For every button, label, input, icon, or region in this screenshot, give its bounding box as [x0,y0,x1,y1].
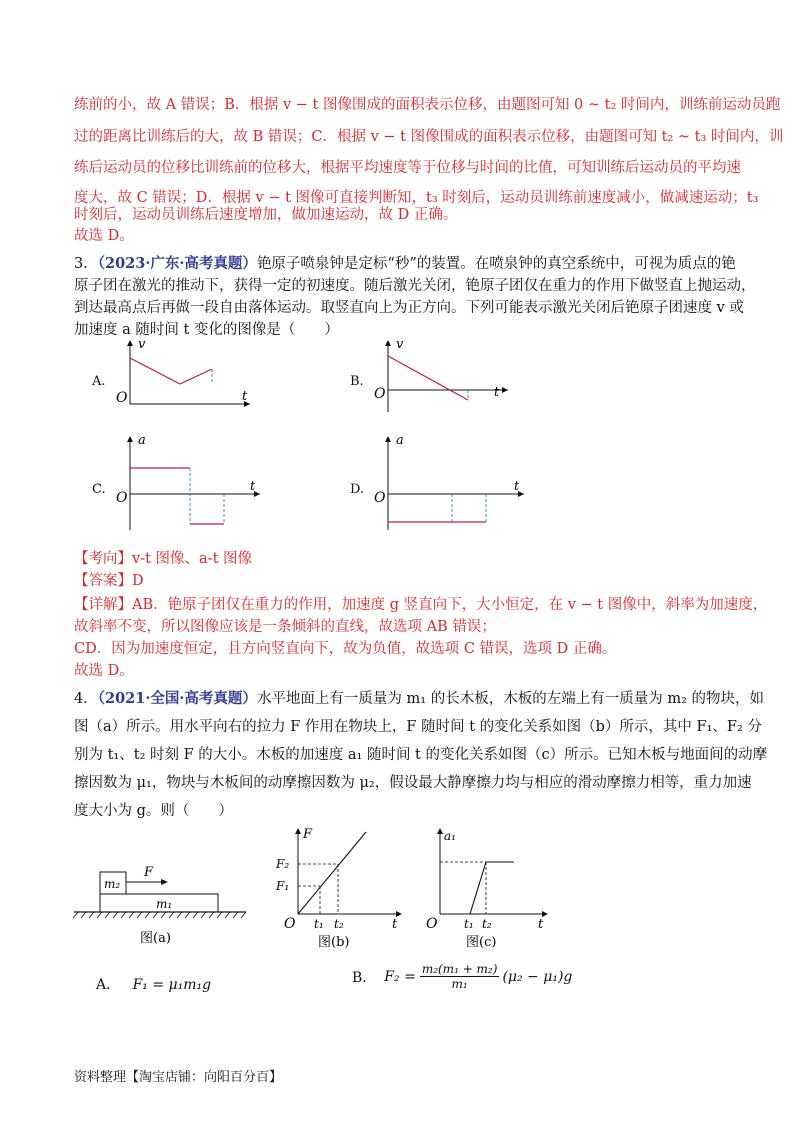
b-axis-v: v [396,337,404,352]
q4-figure-c [420,824,560,948]
q3-option-d-label: D. [350,482,365,497]
fig-a-block-label: m₂ [104,877,121,891]
q3-line-2: 原子团在激光的推动下，获得一定的初速度。随后激光关闭，铯原子团仅在重力的作用下做竖直上抛运动， [74,278,756,294]
q3-option-c-label: C. [92,482,106,497]
prev-explanation-line-1: 练前的小，故 A 错误；B．根据 v − t 图像围成的面积表示位移，由题图可知 0 ~ t₂ 时间内，训练前运动员跑 [74,97,781,113]
q3-source: （2023·广东·高考真题） [97,255,257,272]
q4-option-b-denominator: m₁ [451,977,468,991]
q4-option-b-numerator: m₂(m₁ + m₂) [421,962,498,976]
q3-option-a-graph [110,336,270,416]
q3-option-b-label: B. [350,374,364,389]
q3-detail-1: 【详解】AB．铯原子团仅在重力的作用，加速度 g 竖直向下，大小恒定，在 v − t 图像中，斜率为加速度， [74,597,768,613]
q4-option-b [352,962,572,991]
q4-line-3: 别为 t₁、t₂ 时刻 F 的大小。木板的加速度 a₁ 随时间 t 的变化关系如图（c）所示。已知木板与地面间的动摩 [74,747,768,763]
q4-figure-b [270,824,410,948]
fig-b-caption: 图(b) [318,935,350,948]
prev-conclusion: 故选 D。 [74,228,134,244]
q3-answer: 【答案】D [74,573,144,589]
q3-line-4: 加速度 a 随时间 t 变化的图像是（ ） [74,322,339,338]
q4-figure-a [70,860,250,950]
fig-b-t1: t₁ [314,917,324,931]
a-axis-o: O [116,390,128,406]
b-axis-o: O [374,386,386,402]
q3-option-b-graph [368,336,528,416]
q4-line-5: 度大小为 g。则（ ） [74,803,233,819]
page-footer: 资料整理【淘宝店铺：向阳百分百】 [74,1070,283,1085]
c-axis-o: O [116,490,128,506]
fig-c-caption: 图(c) [466,935,497,948]
d-axis-t: t [514,479,520,494]
b-axis-t: t [494,385,500,400]
q4-line-1 [74,686,764,712]
a-axis-t: t [242,389,248,404]
c-axis-a: a [138,433,146,448]
q4-option-a-formula: F₁ = μ₁m₁g [132,977,212,993]
q4-line-2: 图（a）所示。用水平向右的拉力 F 作用在物块上，F 随时间 t 的变化关系如图（b）所示，其中 F₁、F₂ 分 [74,719,762,735]
fig-b-axis-t: t [392,917,398,932]
q4-option-a [96,974,211,994]
q4-option-a-label: A． [96,977,121,993]
q4-line-4: 擦因数为 μ₁，物块与木板间的动摩擦因数为 μ₂，假设最大静摩擦力均与相应的滑动摩擦力相等，重力加速 [74,775,752,791]
fig-a-force-label: F [144,865,154,880]
fig-b-axis-o: O [284,916,296,932]
fig-c-t1: t₁ [464,917,474,931]
q3-kaoxiang: 【考向】v-t 图像、a-t 图像 [74,551,253,567]
fig-b-f2: F₂ [276,857,290,871]
fig-b-axis-f: F [303,827,313,842]
prev-explanation-line-2: 过的距离比训练后的大，故 B 错误；C．根据 v − t 图像围成的面积表示位移，由题图可知 t₂ ~ t₃ 时间内，训 [74,129,784,145]
q4-number: 4． [74,691,98,707]
q4-option-b-tail: (μ₂ − μ₁)g [502,968,573,985]
prev-explanation-line-5: 时刻后，运动员训练后速度增加，做加速运动，故 D 正确。 [74,207,458,223]
fig-a-caption: 图(a) [140,931,171,946]
fig-b-t2: t₂ [334,917,344,931]
fig-b-f1: F₁ [276,879,290,893]
fig-c-t2: t₂ [482,917,492,931]
d-axis-o: O [374,490,386,506]
fig-c-axis-t: t [538,917,544,932]
q3-conclusion: 故选 D。 [74,663,134,679]
q3-option-a-label: A. [92,374,106,389]
q3-detail-2: 故斜率不变，所以图像应该是一条倾斜的直线，故选项 AB 错误； [74,619,496,635]
q4-text-1: 水平地面上有一质量为 m₁ 的长木板，木板的左端上有一质量为 m₂ 的物块，如 [256,691,764,707]
a-axis-v: v [138,337,146,352]
prev-explanation-line-3: 练后运动员的位移比训练前的位移大，根据平均速度等于位移与时间的比值，可知训练后运动员的平均速 [74,160,741,176]
d-axis-a: a [396,433,404,448]
q3-line-3: 到达最高点后再做一段自由落体运动。取竖直向上为正方向。下列可能表示激光关闭后铯原子团速度 v 或 [74,300,744,316]
q4-option-b-label: B． [352,969,377,986]
prev-explanation-line-4: 度大，故 C 错误；D．根据 v − t 图像可直接判断知，t₃ 时刻后，运动员训练前速度减小，做减速运动；t₃ [74,190,759,206]
fig-a-board-label: m₁ [156,897,173,911]
q4-source: （2021·全国·高考真题） [97,690,257,707]
q4-option-b-fraction [420,962,500,991]
q3-number: 3． [74,256,98,272]
fig-c-axis-a1: a₁ [444,829,456,843]
c-axis-t: t [250,479,256,494]
q3-option-c-graph [110,432,270,532]
q3-option-d-graph [368,432,538,532]
q3-text-1: 铯原子喷泉钟是定标“秒”的装置。在喷泉钟的真空系统中，可视为质点的铯 [256,256,736,272]
q4-option-b-lhs: F₂ = [384,968,416,985]
fig-c-axis-o: O [426,916,438,932]
q3-detail-3: CD．因为加速度恒定，且方向竖直向下，故为负值，故选项 C 错误，选项 D 正确。 [74,641,617,657]
